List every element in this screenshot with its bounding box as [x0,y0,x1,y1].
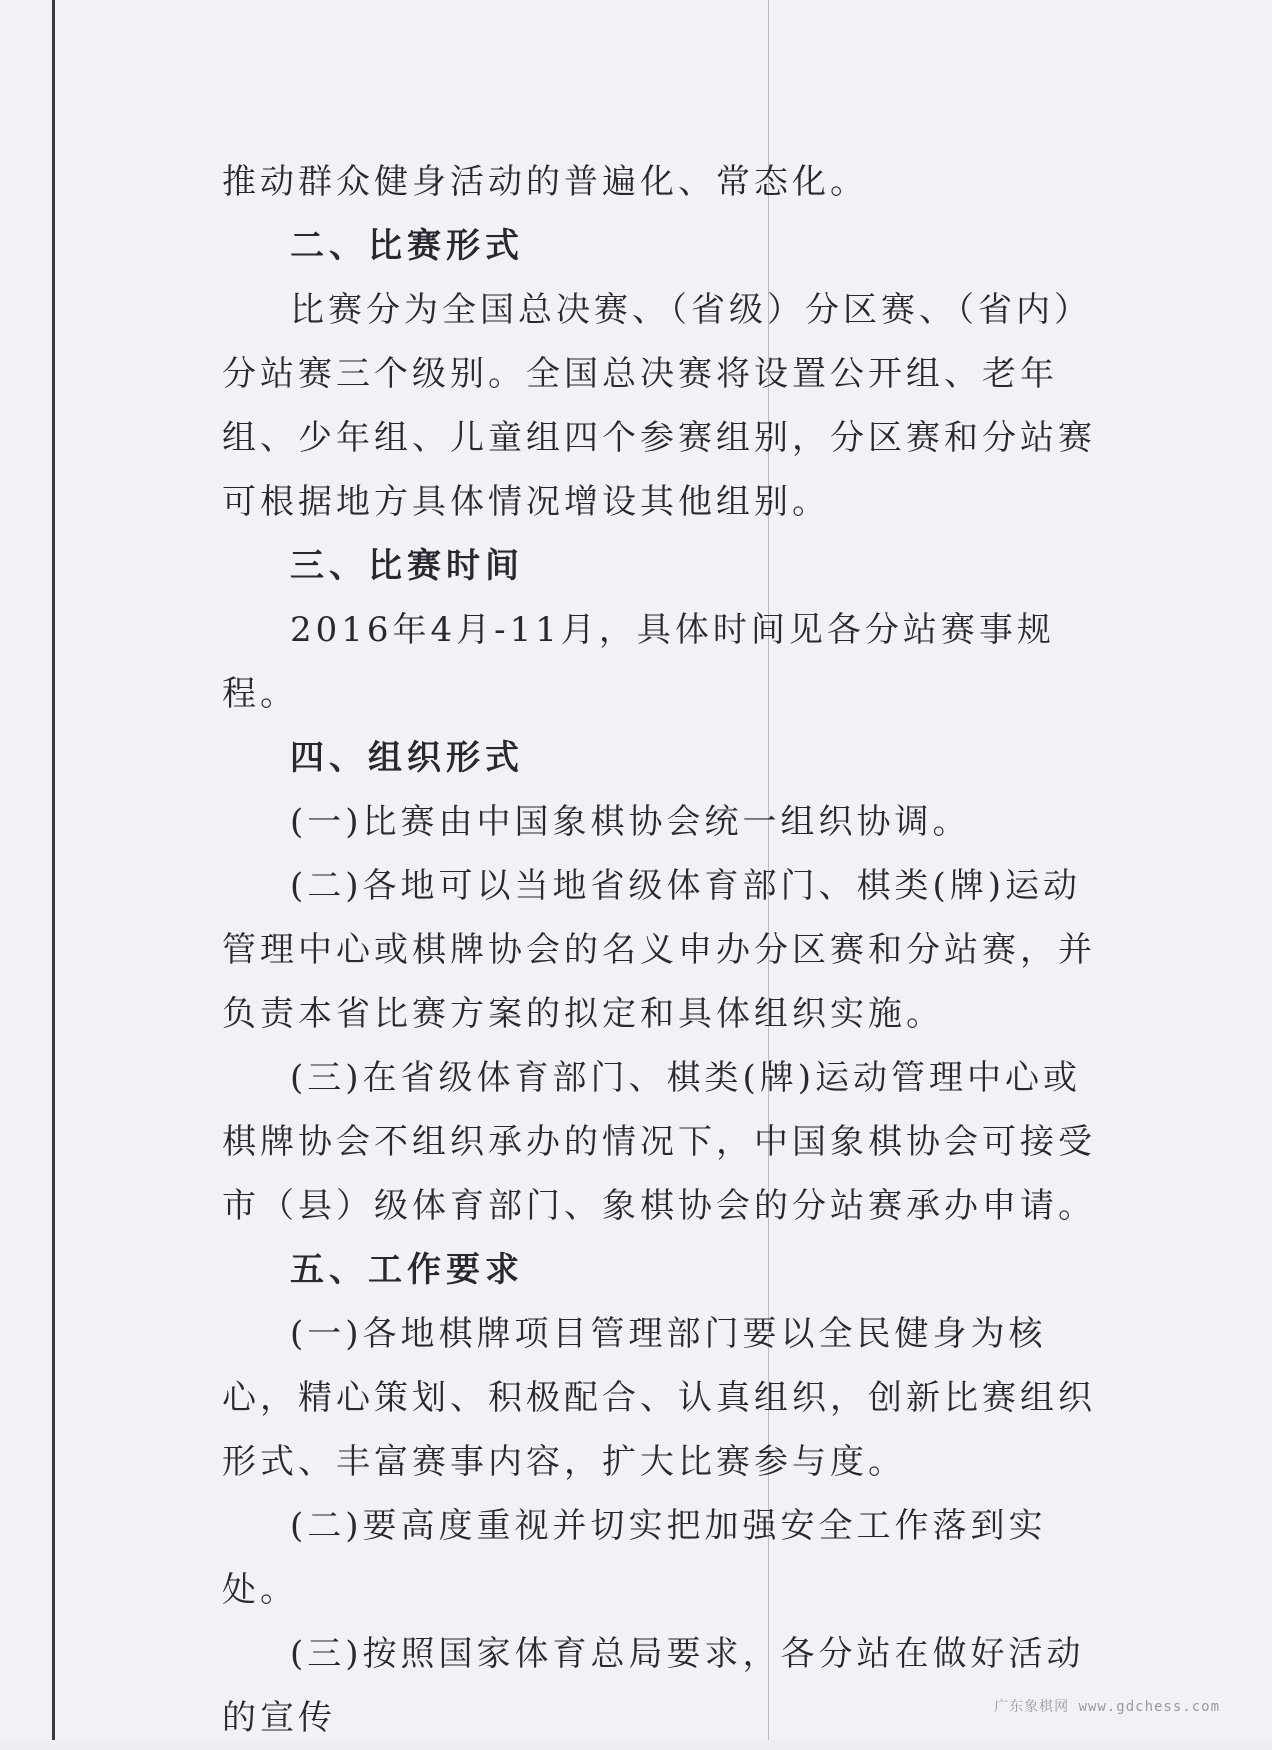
paragraph-organization-3: (三)在省级体育部门、棋类(牌)运动管理中心或棋牌协会不组织承办的情况下，中国象棋协会可接受市（县）级体育部门、象棋协会的分站赛承办申请。 [222,1058,1096,1226]
paragraph-continuation: 推动群众健身活动的普遍化、常态化。 [222,162,868,202]
paragraph-organization-2: (二)各地可以当地省级体育部门、棋类(牌)运动管理中心或棋牌协会的名义申办分区赛和分站赛，并负责本省比赛方案的拟定和具体组织实施。 [222,866,1096,1034]
section-heading-competition-format: 二、比赛形式 [290,226,524,266]
section-heading-competition-time: 三、比赛时间 [290,546,524,586]
paragraph-competition-time: 2016年4月-11月，具体时间见各分站赛事规程。 [222,610,1055,714]
paragraph-organization-1: (一)比赛由中国象棋协会统一组织协调。 [290,802,971,842]
site-watermark: 广东象棋网 www.gdchess.com [994,1699,1220,1715]
paragraph-competition-format: 比赛分为全国总决赛、（省级）分区赛、（省内）分站赛三个级别。全国总决赛将设置公开组、老年组、少年组、儿童组四个参赛组别，分区赛和分站赛可根据地方具体情况增设其他组别。 [222,290,1096,522]
paragraph-requirements-2: (二)要高度重视并切实把加强安全工作落到实处。 [222,1506,1047,1610]
paragraph-requirements-3: (三)按照国家体育总局要求，各分站在做好活动的宣传 [222,1634,1085,1738]
section-heading-work-requirements: 五、工作要求 [290,1250,524,1290]
paragraph-requirements-1: (一)各地棋牌项目管理部门要以全民健身为核心，精心策划、积极配合、认真组织，创新比赛组织形式、丰富赛事内容，扩大比赛参与度。 [222,1314,1096,1482]
document-body [222,150,1102,1750]
section-heading-organization: 四、组织形式 [290,738,524,778]
binding-edge [52,0,55,1740]
